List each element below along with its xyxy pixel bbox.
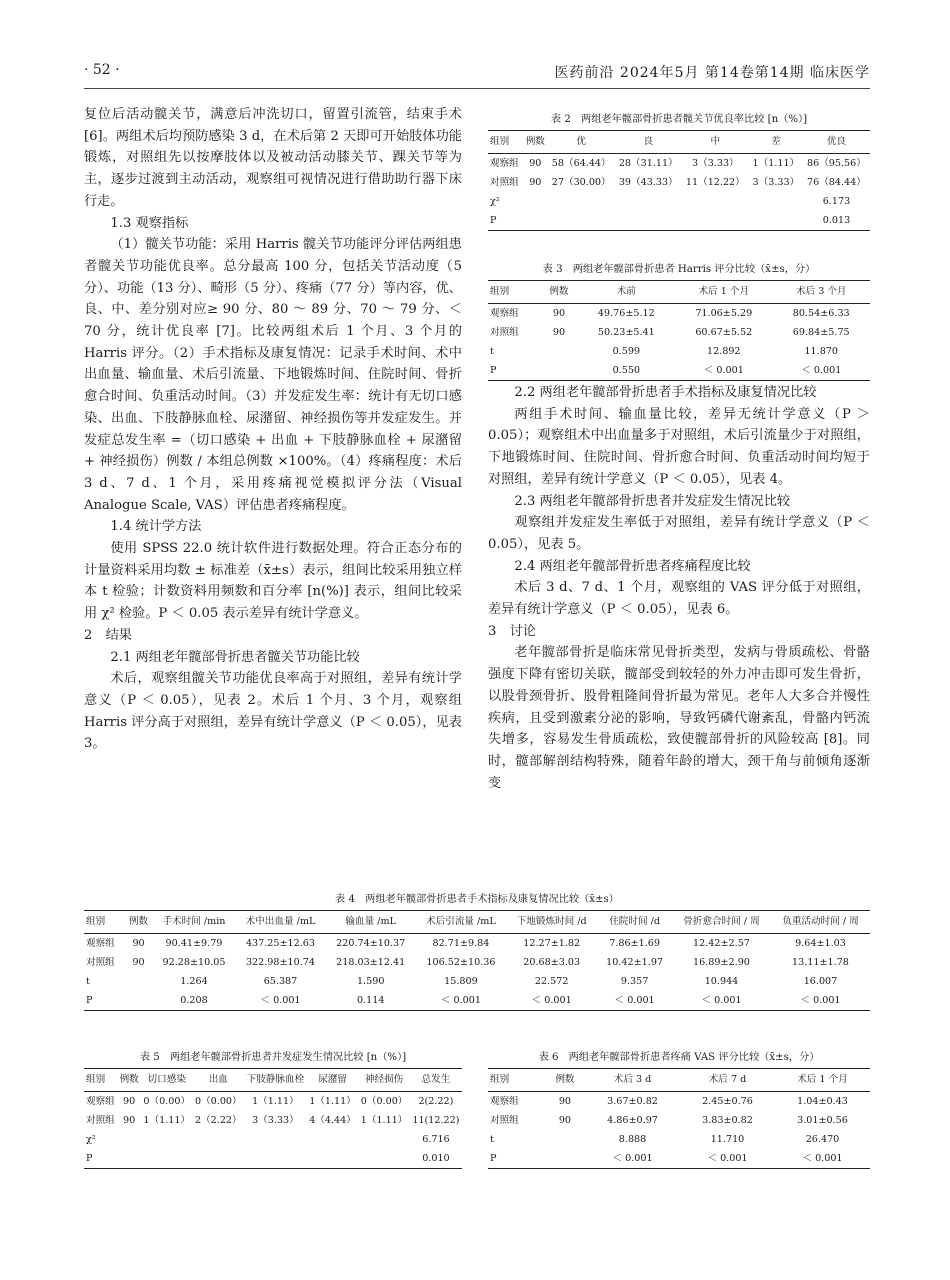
section-heading: 3 讨论: [488, 623, 536, 639]
table-header-cell: 术中出血量 /mL: [235, 911, 326, 934]
table-cell: 观察组: [86, 1096, 115, 1107]
table-cell: 1.590: [356, 976, 385, 987]
table-row: [84, 991, 870, 1011]
table-cell: 12.892: [706, 346, 741, 357]
table-row: [84, 1111, 462, 1130]
table-cell: 3.01±0.56: [797, 1115, 848, 1126]
table-cell: 69.84±5.75: [792, 327, 850, 338]
table-cell: 2(2.22): [418, 1096, 454, 1107]
table-cell: P: [488, 211, 523, 231]
table-cell: [358, 1149, 410, 1169]
table-row: [488, 1111, 870, 1130]
table-cell: ＜ 0.001: [597, 991, 672, 1011]
table-cell: 12.42±2.57: [693, 938, 750, 949]
table-cell: 15.809: [444, 976, 478, 987]
table-cell: [749, 192, 803, 211]
table-header-cell: 总发生: [410, 1069, 462, 1092]
table-cell: 1.04±0.43: [797, 1096, 848, 1107]
table-cell: 11.870: [804, 346, 839, 357]
table-cell: 0（0.00）: [143, 1096, 191, 1107]
table-cell: χ²: [490, 196, 500, 207]
table-cell: 90: [558, 1115, 572, 1126]
table-cell: 6.716: [422, 1134, 450, 1145]
table-cell: [523, 192, 548, 211]
table-cell: 1（1.11）: [143, 1115, 191, 1126]
table-cell: [244, 1130, 307, 1149]
table-row: [488, 323, 870, 342]
table-cell: 76（84.44）: [807, 177, 866, 188]
table-cell: [749, 211, 803, 231]
table-cell: t: [490, 346, 494, 357]
table-cell: 观察组: [490, 308, 519, 319]
table-cell: 16.89±2.90: [693, 957, 750, 968]
table-cell: 观察组: [490, 1096, 519, 1107]
table-cell: [141, 1130, 193, 1149]
table-cell: [682, 211, 749, 231]
table-cell: 58（64.44）: [551, 158, 611, 169]
table-header-cell: 例数: [117, 1069, 141, 1092]
table-cell: [615, 211, 682, 231]
table-header-cell: 下肢静脉血栓: [244, 1069, 307, 1092]
table-4-grid: [84, 910, 870, 1011]
table-cell: 82.71±9.84: [432, 938, 490, 949]
table-cell: ＜ 0.001: [675, 361, 772, 381]
table-cell: t: [490, 1134, 494, 1145]
table-header-cell: 例数: [124, 911, 153, 934]
table-cell: 4.86±0.97: [607, 1115, 658, 1126]
paragraph: 老年髋部骨折是临床常见骨折类型，发病与骨质疏松、骨骼强度下降有密切关联，髋部受到较轻的外力冲击即可发生骨折，以股骨颈骨折、股骨粗隆间骨折最为常见。老年人大多合并慢性疾病，且受到激素分泌的影响，导致钙磷代谢紊乱，骨骼内钙流失增多，容易发生骨质疏松，致使髋部骨折的风险较高 [8]。同时，髋部解剖结构特殊，随着年龄的增大，颈干角与前倾角逐渐变: [488, 645, 870, 791]
table-row: [488, 304, 870, 324]
table-cell: P: [84, 1149, 117, 1169]
table-cell: 0.013: [803, 211, 870, 231]
table-header-cell: 术后 1 个月: [775, 1069, 870, 1092]
table-cell: 7.86±1.69: [609, 938, 660, 949]
table-cell: 10.944: [704, 976, 739, 987]
table-6-caption: 表 6 两组老年髋部骨折患者疼痛 VAS 评分比较（x̄±s，分）: [538, 1052, 820, 1063]
table-cell: t: [86, 976, 90, 987]
table-header-cell: 组别: [84, 911, 124, 934]
table-header-cell: 例数: [545, 1069, 585, 1092]
table-cell: 3（3.33）: [752, 177, 800, 188]
table-cell: 437.25±12.63: [245, 938, 316, 949]
table-cell: 90: [552, 308, 566, 319]
table-5-caption: 表 5 两组老年髋部骨折患者并发症发生情况比较 [n（%）]: [139, 1052, 407, 1063]
table-cell: [141, 1149, 193, 1169]
table-cell: 观察组: [490, 158, 519, 169]
table-cell: 0.599: [612, 346, 641, 357]
table-cell: 9.64±1.03: [795, 938, 846, 949]
table-cell: ＜ 0.001: [772, 361, 870, 381]
table-cell: 3.67±0.82: [607, 1096, 658, 1107]
table-cell: 9.357: [620, 976, 649, 987]
table-row: [488, 173, 870, 192]
table-header-cell: 差: [749, 131, 803, 154]
table-cell: 28（31.11）: [618, 158, 678, 169]
table-cell: [244, 1149, 307, 1169]
table-cell: ＜ 0.001: [771, 991, 870, 1011]
table-cell: ＜ 0.001: [506, 991, 597, 1011]
table-cell: 12.27±1.82: [523, 938, 581, 949]
table-row: [488, 361, 870, 381]
table-cell: 90: [552, 327, 566, 338]
table-cell: 对照组: [86, 957, 115, 968]
table-cell: 11(12.22): [412, 1115, 460, 1126]
journal-title: 医药前沿 2024年5月 第14卷第14期 临床医学: [554, 65, 870, 81]
table-cell: 90: [529, 158, 542, 169]
table-cell: 86（95.56）: [807, 158, 866, 169]
table-cell: 49.76±5.12: [597, 308, 655, 319]
paragraph: 术后 3 d、7 d、1 个月，观察组的 VAS 评分低于对照组，差异有统计学意义（P ＜ 0.05），见表 6。: [488, 580, 870, 618]
table-header-cell: 手术时间 /min: [153, 911, 235, 934]
table-cell: [545, 1149, 585, 1169]
table-header-cell: 组别: [488, 131, 523, 154]
table-cell: 对照组: [490, 327, 519, 338]
table-row: [488, 192, 870, 211]
table-cell: 0.550: [578, 361, 675, 381]
table-cell: 0（0.00）: [194, 1096, 242, 1107]
subsection-heading: 1.3 观察指标: [110, 215, 189, 231]
paragraph: （1）髋关节功能：采用 Harris 髋关节功能评分评估两组患者髋关节功能优良率。总分最高 100 分，包括关节活动度（5 分）、功能（13 分）、畸形（5 分）、疼痛（77 分）等内容，优、良、中、差分别对应≥ 90 分、80 ～ 89 分、70 ～ 79 分、＜ 70 分，统计优良率 [7]。比较两组术后 1 个月、3 个月的 Harris 评分。（2）手术指标及康复情况：记录手术时间、术中出血量、输血量、术后引流量、下地锻炼时间、住院时间、骨折愈合时间、负重活动时间。（3）并发症发生率：统计有无切口感染、出血、下肢静脉血栓、尿潴留、神经损伤等并发症发生。并发症总发生率 =（切口感染 + 出血 + 下肢静脉血栓 + 尿潴留 + 神经损伤）例数 / 本组总例数 ×100%。（4）疼痛程度：术后 3 d、7 d、1 个月，采用疼痛视觉模拟评分法（Visual Analogue Scale, VAS）评估患者疼痛程度。: [84, 237, 462, 513]
table-cell: 26.470: [805, 1134, 840, 1145]
table-row: [488, 211, 870, 231]
table-header-cell: 中: [682, 131, 749, 154]
table-cell: 11（12.22）: [685, 177, 745, 188]
table-cell: 1.264: [180, 976, 208, 987]
table-header-cell: 骨折愈合时间 / 周: [672, 911, 771, 934]
table-2: [488, 110, 870, 231]
table-row: [84, 953, 870, 972]
table-header-cell: 优良: [803, 131, 870, 154]
table-row: [488, 154, 870, 174]
table-row: [488, 1130, 870, 1149]
table-cell: [124, 972, 153, 991]
table-header-cell: 术后 1 个月: [675, 281, 772, 304]
table-header-cell: 组别: [488, 281, 540, 304]
paragraph: 两组手术时间、输血量比较，差异无统计学意义（P ＞ 0.05）；观察组术中出血量多于对照组，术后引流量少于对照组，下地锻炼时间、住院时间、骨折愈合时间、负重活动时间均短于对照组，差异有统计学意义（P ＜ 0.05），见表 4。: [488, 406, 870, 487]
table-4-caption: 表 4 两组老年髋部骨折患者手术指标及康复情况比较（x̄±s）: [335, 894, 619, 905]
table-cell: [548, 211, 615, 231]
table-header-cell: 术后 3 个月: [772, 281, 870, 304]
table-cell: P: [488, 1149, 545, 1169]
table-cell: ＜ 0.001: [416, 991, 507, 1011]
table-cell: 1（1.11）: [360, 1115, 408, 1126]
table-row: [84, 972, 870, 991]
table-header-cell: 输血量 /mL: [326, 911, 416, 934]
table-cell: [540, 342, 577, 361]
table-3: [488, 260, 870, 381]
table-6: [488, 1048, 870, 1169]
table-cell: 80.54±6.33: [792, 308, 850, 319]
table-row: [84, 934, 870, 954]
table-header-cell: 术后引流量 /mL: [416, 911, 507, 934]
table-cell: 90.41±9.79: [165, 938, 223, 949]
page-number: · 52 ·: [84, 62, 120, 78]
table-cell: 观察组: [86, 938, 115, 949]
table-3-caption: 表 3 两组老年髋部骨折患者 Harris 评分比较（x̄±s，分）: [542, 264, 816, 275]
table-cell: 90: [123, 1096, 136, 1107]
table-cell: 0.114: [326, 991, 416, 1011]
subsection-heading: 1.4 统计学方法: [110, 519, 202, 535]
table-cell: [540, 361, 577, 381]
subsection-heading: 2.3 两组老年髋部骨折患者并发症发生情况比较: [514, 493, 791, 509]
table-cell: [615, 192, 682, 211]
table-cell: 50.23±5.41: [597, 327, 655, 338]
table-cell: 6.173: [822, 196, 851, 207]
table-cell: P: [488, 361, 540, 381]
table-6-grid: [488, 1068, 870, 1169]
paragraph: 复位后活动髋关节，满意后冲洗切口，留置引流管，结束手术 [6]。两组术后均预防感染 3 d，在术后第 2 天即可开始肢体功能锻炼，对照组先以按摩肢体以及被动活动膝关节、踝关节等为主，逐步过渡到主动活动，观察组可视情况进行借助助行器下床行走。: [84, 107, 462, 209]
table-cell: 90: [529, 177, 542, 188]
table-header-cell: 例数: [523, 131, 548, 154]
table-cell: [124, 991, 153, 1011]
table-cell: 0.208: [153, 991, 235, 1011]
subsection-heading: 2.4 两组老年髋部骨折患者疼痛程度比较: [514, 558, 751, 574]
table-cell: 1（1.11）: [252, 1096, 299, 1107]
table-cell: 71.06±5.29: [695, 308, 753, 319]
table-cell: 218.03±12.41: [336, 957, 406, 968]
table-row: [488, 1092, 870, 1112]
table-cell: 对照组: [86, 1115, 115, 1126]
table-cell: [307, 1149, 359, 1169]
table-cell: [193, 1149, 245, 1169]
table-cell: 90: [132, 957, 145, 968]
table-header-cell: 神经损伤: [358, 1069, 410, 1092]
table-header-cell: 例数: [540, 281, 577, 304]
paragraph: 观察组并发症发生率低于对照组，差异有统计学意义（P ＜ 0.05），见表 5。: [488, 515, 870, 552]
table-cell: 39（43.33）: [618, 177, 678, 188]
table-cell: χ²: [86, 1134, 96, 1145]
table-5-grid: [84, 1068, 462, 1169]
table-header-cell: 组别: [488, 1069, 545, 1092]
table-cell: [307, 1130, 359, 1149]
table-cell: [117, 1149, 141, 1169]
table-cell: 20.68±3.03: [523, 957, 581, 968]
subsection-heading: 2.2 两组老年髋部骨折患者手术指标及康复情况比较: [514, 385, 817, 400]
table-cell: 27（30.00）: [551, 177, 611, 188]
table-cell: ＜ 0.001: [672, 991, 771, 1011]
section-heading: 2 结果: [84, 627, 132, 643]
table-row: [488, 342, 870, 361]
table-cell: ＜ 0.001: [585, 1149, 680, 1169]
table-4: [84, 890, 870, 1011]
header-rule: [84, 88, 870, 89]
table-cell: 65.387: [263, 976, 298, 987]
table-header-cell: 术后 3 d: [585, 1069, 680, 1092]
table-header-cell: 下地锻炼时间 /d: [506, 911, 597, 934]
right-column: [488, 382, 870, 794]
page-header: [84, 62, 870, 84]
table-header-cell: 术后 7 d: [680, 1069, 775, 1092]
table-cell: 16.007: [803, 976, 838, 987]
table-cell: 8.888: [618, 1134, 647, 1145]
table-cell: 22.572: [534, 976, 569, 987]
table-cell: 1（1.11）: [309, 1096, 356, 1107]
table-cell: ＜ 0.001: [775, 1149, 870, 1169]
table-row: [84, 1130, 462, 1149]
table-cell: 对照组: [490, 1115, 519, 1126]
table-row: [84, 1092, 462, 1112]
table-cell: 2.45±0.76: [702, 1096, 753, 1107]
paragraph: 术后，观察组髋关节功能优良率高于对照组，差异有统计学意义（P ＜ 0.05），见表 2。术后 1 个月、3 个月，观察组 Harris 评分高于对照组，差异有统计学意义（P ＜ 0.05），见表 3。: [84, 671, 462, 752]
table-cell: 0.010: [410, 1149, 462, 1169]
table-cell: 10.42±1.97: [606, 957, 664, 968]
table-cell: P: [84, 991, 124, 1011]
table-cell: 4（4.44）: [309, 1115, 356, 1126]
table-cell: 3（3.33）: [252, 1115, 299, 1126]
table-3-grid: [488, 280, 870, 381]
table-header-cell: 负重活动时间 / 周: [771, 911, 870, 934]
table-header-cell: 尿潴留: [307, 1069, 359, 1092]
table-cell: ＜ 0.001: [680, 1149, 775, 1169]
table-header-cell: 住院时间 /d: [597, 911, 672, 934]
table-header-cell: 术前: [578, 281, 675, 304]
table-cell: ＜ 0.001: [235, 991, 326, 1011]
table-cell: 对照组: [490, 177, 519, 188]
table-cell: 11.710: [710, 1134, 745, 1145]
table-cell: 106.52±10.36: [426, 957, 496, 968]
table-cell: 13.11±1.78: [792, 957, 849, 968]
table-row: [488, 1149, 870, 1169]
table-cell: [358, 1130, 410, 1149]
table-cell: 3（3.33）: [692, 158, 739, 169]
table-header-cell: 良: [615, 131, 682, 154]
table-cell: 2（2.22）: [194, 1115, 242, 1126]
table-cell: 90: [558, 1096, 572, 1107]
table-cell: 0（0.00）: [360, 1096, 408, 1107]
table-cell: [193, 1130, 245, 1149]
table-header-cell: 优: [548, 131, 615, 154]
table-cell: [682, 192, 749, 211]
table-cell: 90: [123, 1115, 136, 1126]
table-cell: [548, 192, 615, 211]
table-cell: [117, 1130, 141, 1149]
table-5: [84, 1048, 462, 1169]
table-cell: 322.98±10.74: [245, 957, 316, 968]
table-cell: 90: [132, 938, 145, 949]
table-cell: [545, 1130, 585, 1149]
paragraph: 使用 SPSS 22.0 统计软件进行数据处理。符合正态分布的计量资料采用均数 ± 标准差（x̄±s）表示，组间比较采用独立样本 t 检验；计数资料用频数和百分率 [n(%)] 表示，组间比较采用 χ² 检验。P ＜ 0.05 表示差异有统计学意义。: [84, 541, 462, 622]
left-column: [84, 104, 462, 755]
table-row: [84, 1149, 462, 1169]
table-cell: [523, 211, 548, 231]
table-2-caption: 表 2 两组老年髋部骨折患者髋关节优良率比较 [n（%）]: [550, 114, 808, 125]
table-header-cell: 切口感染: [141, 1069, 193, 1092]
table-cell: 1（1.11）: [752, 158, 800, 169]
table-cell: 220.74±10.37: [336, 938, 406, 949]
table-2-grid: [488, 130, 870, 231]
table-cell: 60.67±5.52: [695, 327, 753, 338]
subsection-heading: 2.1 两组老年髋部骨折患者髋关节功能比较: [110, 649, 360, 665]
table-cell: 92.28±10.05: [162, 957, 226, 968]
table-header-cell: 组别: [84, 1069, 117, 1092]
table-cell: 3.83±0.82: [702, 1115, 753, 1126]
table-header-cell: 出血: [193, 1069, 245, 1092]
